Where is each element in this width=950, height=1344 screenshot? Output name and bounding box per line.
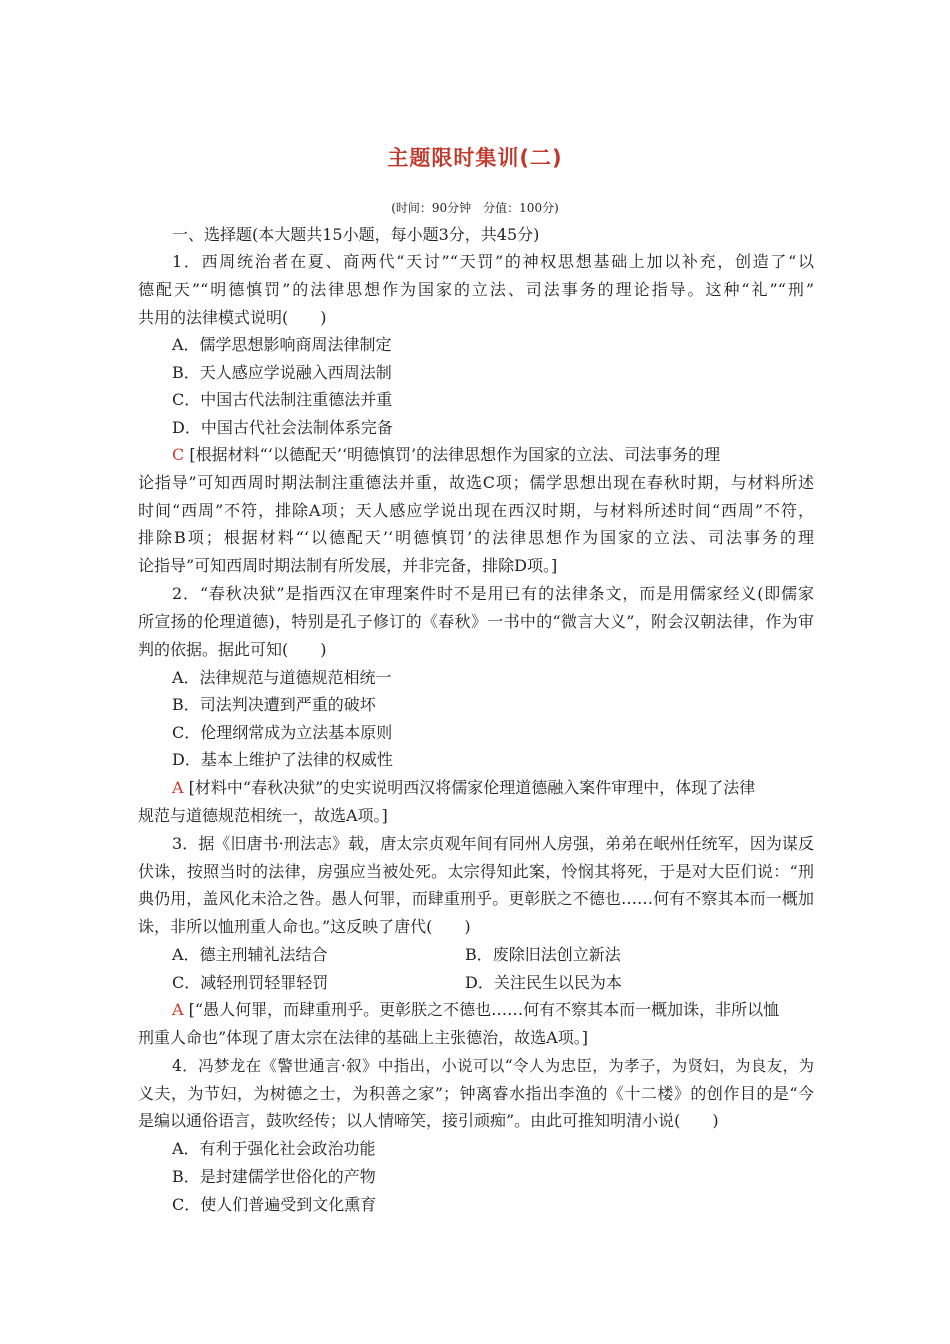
q4-option-a: A．有利于强化社会政治功能 <box>172 1139 376 1158</box>
q2-stem-line-1: 2．“春秋决狱”是指西汉在审理案件时不是用已有的法律条文，而是用儒家经义(即儒家 <box>172 584 814 603</box>
q1-analysis-line-2: 论指导”可知西周时期法制注重德法并重，故选C项；儒学思想出现在春秋时期，与材料所述 <box>138 473 814 492</box>
q1-stem-line-3: 共用的法律模式说明( ) <box>138 308 327 327</box>
q2-analysis-line-2: 规范与道德规范相统一，故选A项。] <box>138 806 388 825</box>
q3-answer-letter: A <box>172 1000 184 1019</box>
q2-analysis-line-1 <box>172 774 814 802</box>
q4-stem-line-1: 4．冯梦龙在《警世通言·叙》中指出，小说可以“令人为忠臣，为孝子，为贤妇，为良友，为 <box>172 1057 814 1075</box>
q3-analysis-text-1: [“愚人何罪，而肆重刑乎。更彰朕之不德也……何有不察其本而一概加诛，非所以恤 <box>188 1000 780 1019</box>
q3-analysis-line-1 <box>172 996 814 1024</box>
q2-analysis-text-1: [材料中“春秋决狱”的史实说明西汉将儒家伦理道德融入案件审理中，体现了法律 <box>188 778 756 797</box>
q1-analysis-line-5: 论指导”可知西周时期法制有所发展，并非完备，排除D项。] <box>138 556 558 575</box>
q2-option-d: D．基本上维护了法律的权威性 <box>172 750 393 769</box>
q2-option-b: B．司法判决遭到严重的破坏 <box>172 695 376 714</box>
q3-analysis-line-2: 刑重人命也”体现了唐太宗在法律的基础上主张德治，故选A项。] <box>138 1028 588 1047</box>
q3-option-d: D．关注民生以民为本 <box>465 973 622 992</box>
q2-option-a: A．法律规范与道德规范相统一 <box>172 668 392 687</box>
page-title: 主题限时集训(二) <box>387 146 563 170</box>
q2-stem-line-2: 所宣扬的伦理道德)，特别是孔子修订的《春秋》一书中的“微言大义”，附会汉朝法律，作为审 <box>138 612 814 631</box>
q3-option-a: A．德主刑辅礼法结合 <box>172 945 328 964</box>
q1-analysis-line-4: 排除B项；根据材料“‘以德配天’‘明德慎罚’的法律思想作为国家的立法、司法事务的理 <box>138 528 814 547</box>
q3-stem-line-1: 3．据《旧唐书·刑法志》载，唐太宗贞观年间有同州人房强，弟弟在岷州任统军，因为谋反 <box>172 834 814 853</box>
q2-option-c: C．伦理纲常成为立法基本原则 <box>172 723 393 742</box>
q4-option-c: C．使人们普遍受到文化熏育 <box>172 1195 377 1214</box>
q1-option-c: C．中国古代法制注重德法并重 <box>172 390 393 409</box>
section-heading: 一、选择题(本大题共15小题，每小题3分，共45分) <box>172 225 540 244</box>
q4-stem-line-3: 是编以通俗语言，鼓吹经传；以人情啼笑，接引顽痴”。由此可推知明清小说( ) <box>138 1111 719 1130</box>
q3-stem-line-3: 典仍用，盖风化未洽之咎。愚人何罪，而肆重刑乎。更彰朕之不德也……何有不察其本而一概加 <box>138 889 814 908</box>
q1-answer-letter: C <box>172 445 185 464</box>
q1-option-b: B．天人感应学说融入西周法制 <box>172 363 392 382</box>
q4-option-b: B．是封建儒学世俗化的产物 <box>172 1167 376 1186</box>
q2-answer-letter: A <box>172 778 184 797</box>
q1-option-d: D．中国古代社会法制体系完备 <box>172 418 393 437</box>
q3-stem-line-4: 诛，非所以恤刑重人命也。”这反映了唐代( ) <box>138 917 471 936</box>
q1-option-a: A．儒学思想影响商周法律制定 <box>172 335 392 354</box>
q3-option-b: B．废除旧法创立新法 <box>465 945 621 964</box>
q1-analysis-line-1 <box>172 441 814 469</box>
q2-stem-line-3: 判的依据。据此可知( ) <box>138 640 327 659</box>
q4-stem-line-2: 义夫，为节妇，为树德之士，为积善之家”；钟离睿水指出李渔的《十二楼》的创作目的是“今 <box>138 1084 814 1103</box>
q3-option-c: C．减轻刑罚轻罪轻罚 <box>172 973 329 992</box>
q3-stem-line-2: 伏诛，按照当时的法律，房强应当被处死。太宗得知此案，怜悯其将死，于是对大臣们说：“刑 <box>138 862 814 881</box>
exam-meta: (时间：90分钟 分值：100分) <box>391 201 559 215</box>
q1-stem-line-2: 德配天”“明德慎罚”的法律思想作为国家的立法、司法事务的理论指导。这种“礼”“刑” <box>138 280 814 299</box>
q1-stem-line-1: 1．西周统治者在夏、商两代“天讨”“天罚”的神权思想基础上加以补充，创造了“以 <box>172 252 814 271</box>
q1-analysis-text-1: [根据材料“‘以德配天’‘明德慎罚’的法律思想作为国家的立法、司法事务的理 <box>189 445 721 464</box>
q1-analysis-line-3: 时间“西周”不符，排除A项；天人感应学说出现在西汉时期，与材料所述时间“西周”不符， <box>138 501 814 520</box>
